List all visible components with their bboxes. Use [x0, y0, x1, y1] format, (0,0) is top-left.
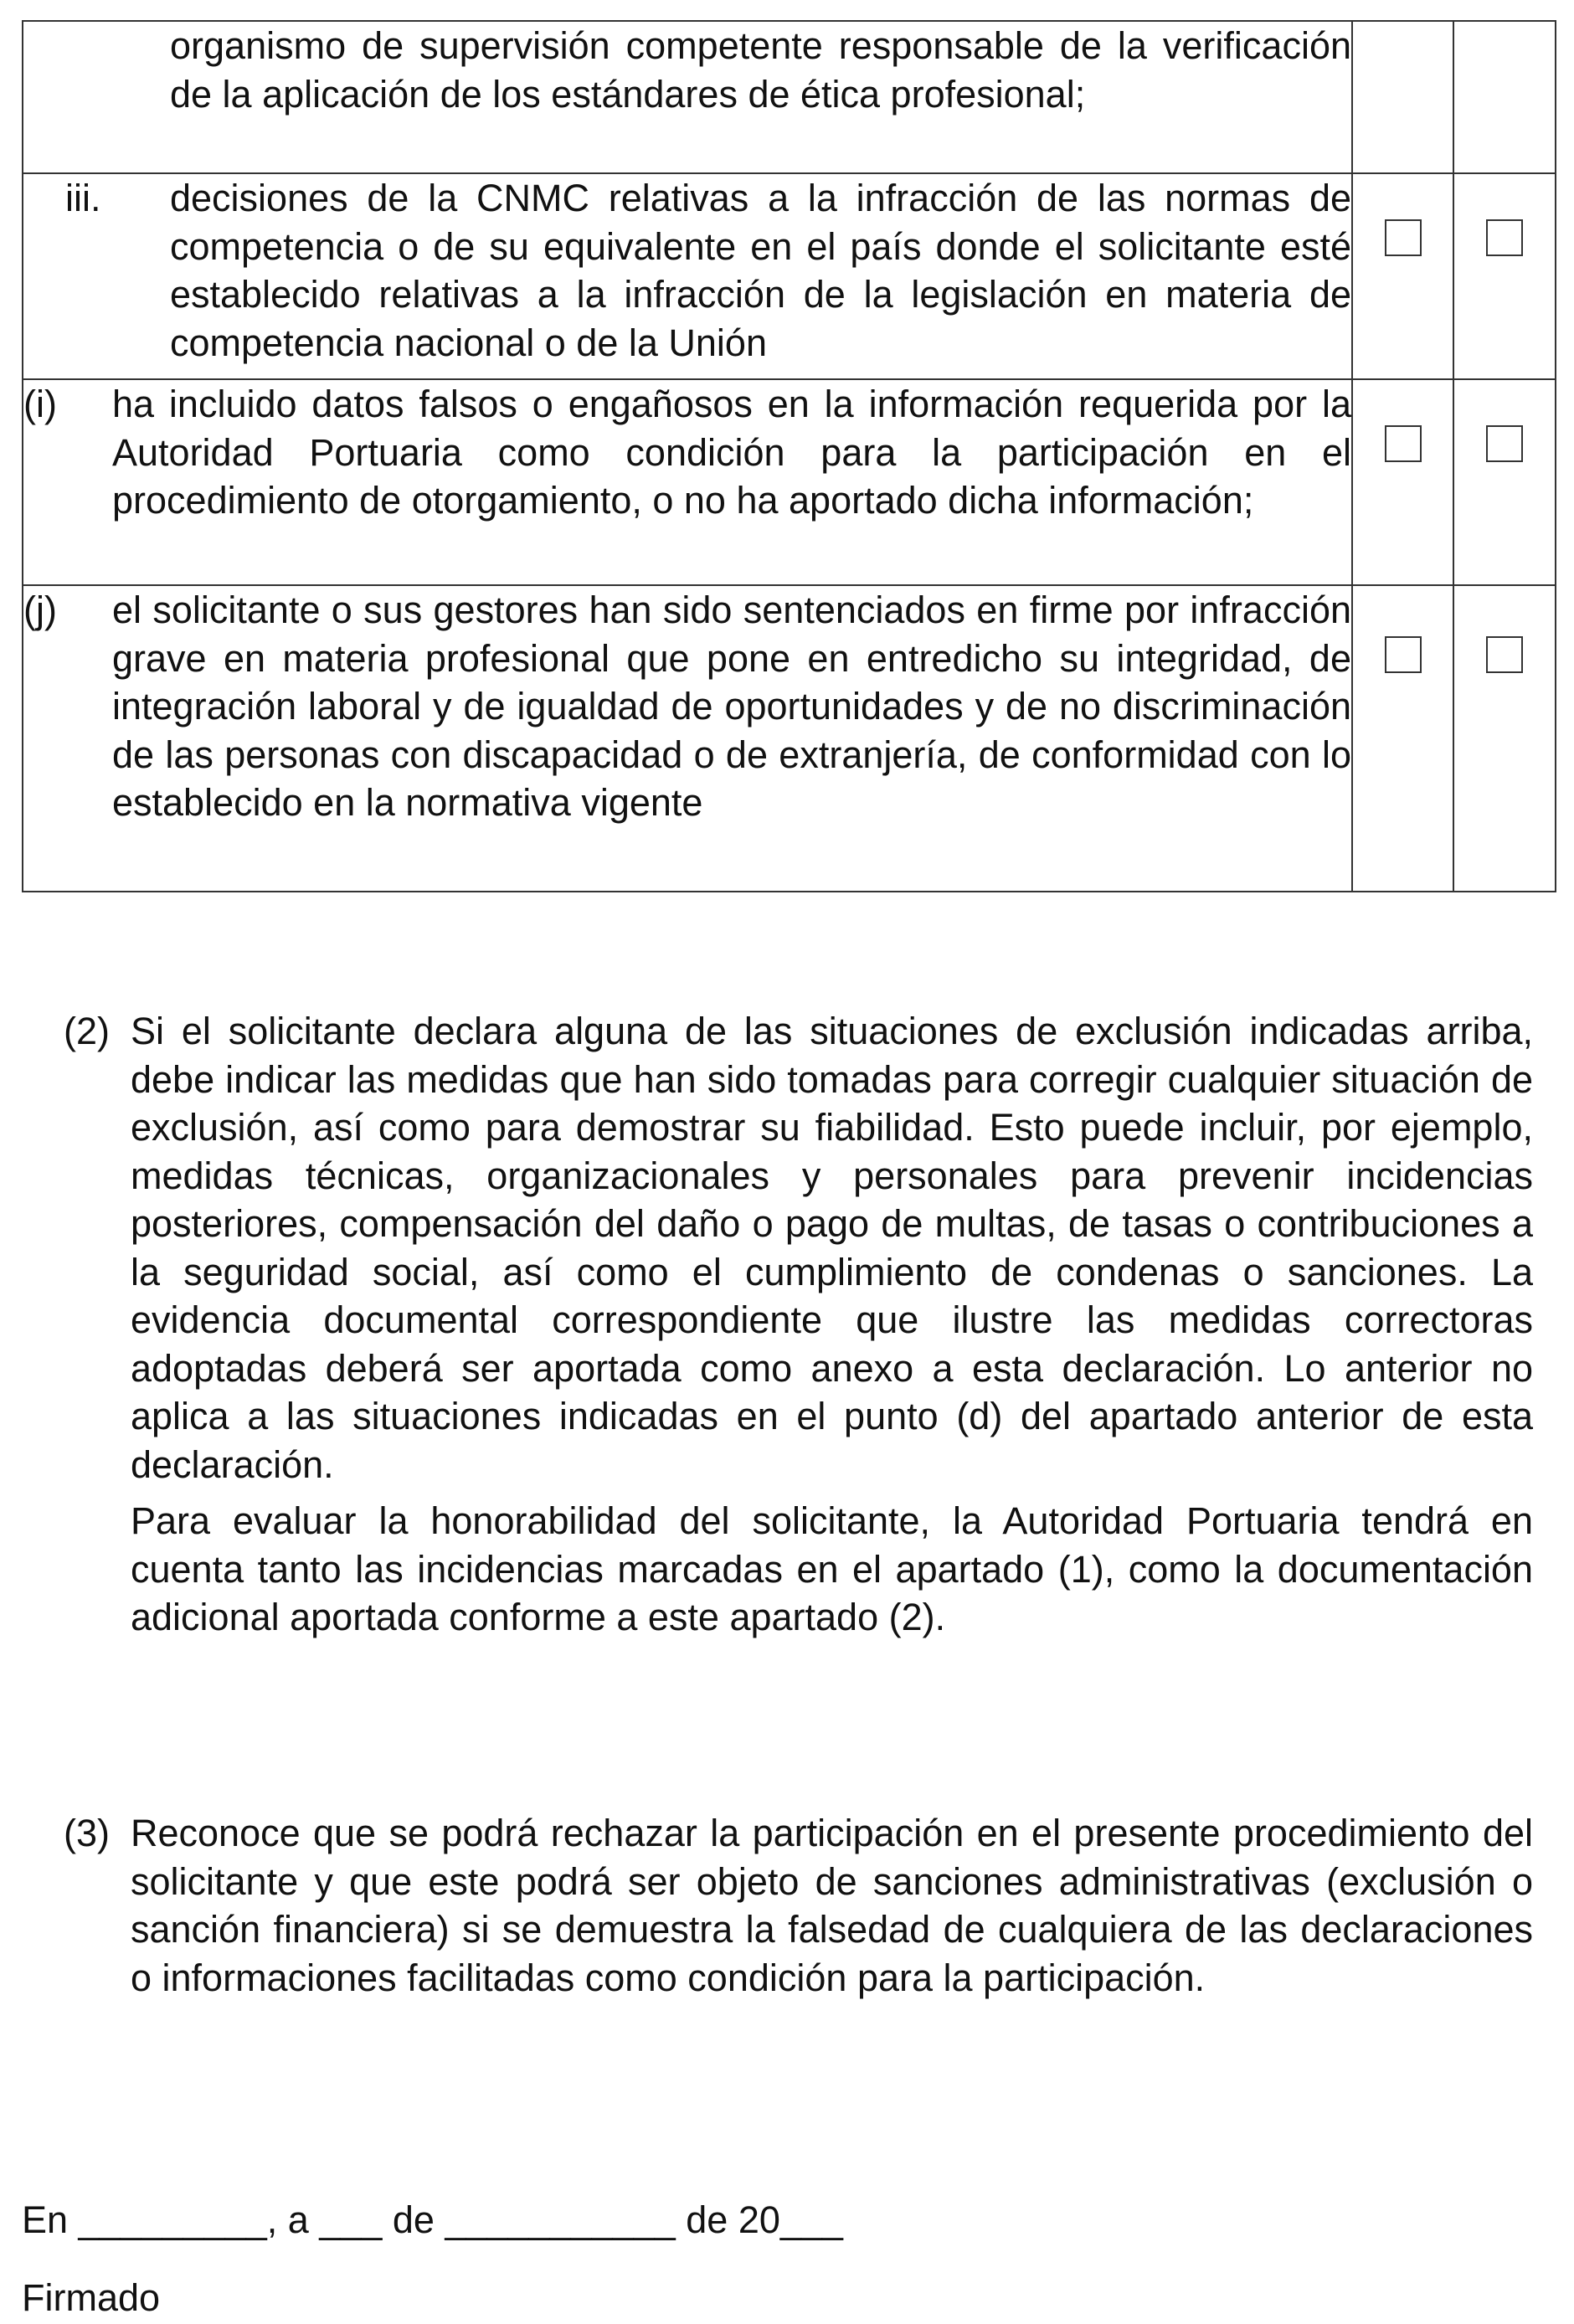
table-row [23, 379, 1556, 585]
section-number: (3) [64, 1812, 110, 1854]
section-2 [64, 1007, 1533, 1642]
table-cell-text [23, 21, 1352, 173]
section-2-paragraph-1: Si el solicitante declara alguna de las situaciones de exclusión indicadas arriba, debe indicar las medidas que han sido tomadas para corregir cualquier situación de exclusión, así como para demostrar su fiabilidad. Esto puede incluir, por ejemplo, medidas técnicas, organizacionales y personales para prevenir incidencias posteriores, compensación del daño o pago de multas, de tasas o contribuciones a la seguridad social, así como el cumplimiento de condenas o sanciones. La evidencia documental correspondiente que ilustre las medidas correctoras adoptadas deberá ser aportada como anexo a esta declaración. Lo anterior no aplica a las situaciones indicadas en el punto (d) del apartado anterior de esta declaración. [131, 1010, 1533, 1486]
yes-checkbox[interactable] [1385, 219, 1422, 256]
section-body [131, 1007, 1533, 1642]
section-2-paragraph-2: Para evaluar la honorabilidad del solicitante, la Autoridad Portuaria tendrá en cuenta tanto las incidencias marcadas en el apartado (1), como la documentación adicional aportada conforme a este apartado (2). [131, 1499, 1533, 1638]
place-date-line: En _________, a ___ de ___________ de 20___ [22, 2198, 843, 2241]
table-cell-yes [1352, 21, 1453, 173]
row-marker: (i) [23, 383, 57, 425]
table-cell-no [1453, 173, 1556, 379]
section-3 [64, 1809, 1533, 2002]
row-marker: iii. [65, 177, 101, 219]
row-text: el solicitante o sus gestores han sido sentenciados en firme por infracción grave en materia profesional que pone en entredicho su integridad, de integración laboral y de igualdad de oportunidades y de no discriminación de las personas con discapacidad o de extranjería, de conformidad con lo establecido en la normativa vigente [112, 589, 1351, 824]
section-3-paragraph: Reconoce que se podrá rechazar la participación en el presente procedimiento del solicitante y que este podrá ser objeto de sanciones administrativas (exclusión o sanción financiera) si se demuestra la falsedad de cualquiera de las declaraciones o informaciones facilitadas como condición para la participación. [131, 1812, 1533, 1999]
table-row [23, 585, 1556, 892]
table-cell-yes [1352, 173, 1453, 379]
section-body [131, 1809, 1533, 2002]
table-cell-no [1453, 379, 1556, 585]
table-row [23, 21, 1556, 173]
no-checkbox[interactable] [1486, 425, 1523, 462]
table-cell-text [23, 173, 1352, 379]
exclusion-table [22, 20, 1556, 892]
row-marker [23, 22, 170, 118]
signed-label: Firmado [22, 2276, 161, 2319]
no-checkbox[interactable] [1486, 219, 1523, 256]
yes-checkbox[interactable] [1385, 425, 1422, 462]
table-cell-text [23, 585, 1352, 892]
table-cell-no [1453, 585, 1556, 892]
section-number: (2) [64, 1010, 110, 1052]
row-text: decisiones de la CNMC relativas a la infracción de las normas de competencia o de su equivalente en el país donde el solicitante esté establecido relativas a la infracción de la legislación en materia de competencia nacional o de la Unión [170, 177, 1351, 364]
table-cell-yes [1352, 379, 1453, 585]
table-cell-text [23, 379, 1352, 585]
table-cell-yes [1352, 585, 1453, 892]
table-row [23, 173, 1556, 379]
row-text: ha incluido datos falsos o engañosos en la información requerida por la Autoridad Portuaria como condición para la participación en el procedimiento de otorgamiento, o no ha aportado dicha información; [112, 383, 1351, 522]
row-text: organismo de supervisión competente responsable de la verificación de la aplicación de los estándares de ética profesional; [170, 24, 1351, 116]
yes-checkbox[interactable] [1385, 636, 1422, 673]
row-marker: (j) [23, 589, 57, 631]
no-checkbox[interactable] [1486, 636, 1523, 673]
table-cell-no [1453, 21, 1556, 173]
